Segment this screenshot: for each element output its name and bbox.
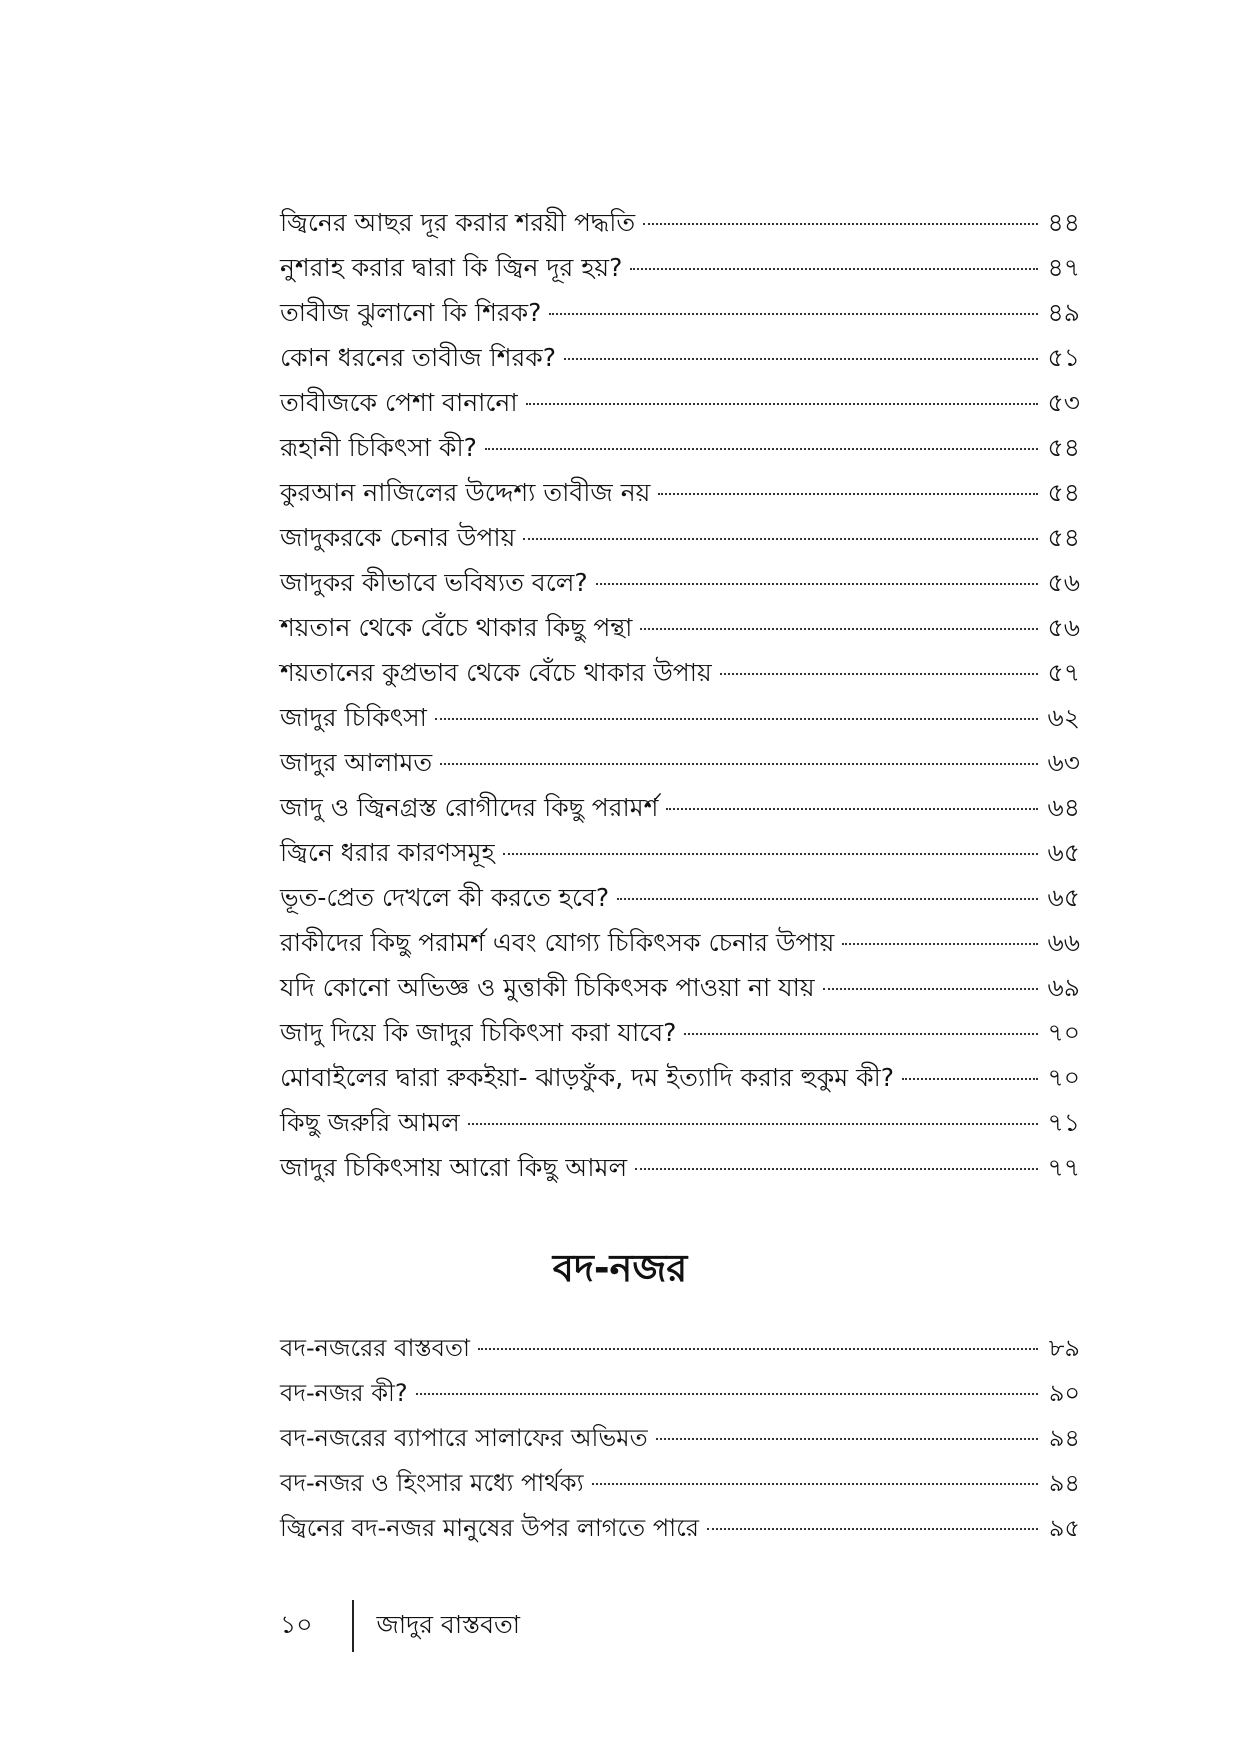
toc-entry-page: ৭১ [1047,1108,1080,1137]
toc-leader-dots [440,763,1038,765]
toc-entry[interactable] [280,740,1080,785]
toc-entry[interactable] [280,1371,1080,1416]
toc-entry-page: ৬৪ [1047,793,1080,822]
toc-leader-dots [823,988,1038,990]
toc-entry-page: ৫৩ [1047,388,1080,417]
toc-entry-title: বদ-নজর ও হিংসার মধ্যে পার্থক্য [280,1469,584,1497]
toc-leader-dots [485,448,1038,450]
toc-entry-page: ৯৪ [1048,1469,1080,1497]
toc-entry-title: জাদুর চিকিৎসায় আরো কিছু আমল [280,1153,628,1182]
toc-entry-page: ৯৫ [1048,1514,1080,1542]
footer-divider [352,1600,354,1652]
section-heading: বদ-নজর [552,1246,688,1290]
toc-entry-title: জাদুকরকে চেনার উপায় [280,523,516,552]
toc-entry[interactable] [280,560,1080,605]
toc-entry-title: তাবীজকে পেশা বানানো [280,388,518,417]
toc-entry-page: ৪৭ [1047,253,1080,282]
toc-entry[interactable] [280,1100,1080,1145]
toc-entry[interactable] [280,245,1080,290]
toc-entry[interactable] [280,695,1080,740]
toc-leader-dots [435,718,1038,720]
toc-entry[interactable] [280,425,1080,470]
toc-entry[interactable] [280,830,1080,875]
toc-entry-page: ৪৯ [1047,298,1080,327]
toc-entry-page: ৫৬ [1047,568,1080,597]
toc-entry[interactable] [280,470,1080,515]
toc-entry[interactable] [280,380,1080,425]
toc-leader-dots [503,853,1038,855]
toc-entry-title: ভূত-প্রেত দেখলে কী করতে হবে? [280,883,610,912]
toc-entry-page: ৬৯ [1047,973,1080,1002]
toc-entry[interactable] [280,335,1080,380]
toc-entry-title: জ্বিনে ধরার কারণসমূহ [280,838,495,867]
toc-entry[interactable] [280,1461,1080,1506]
footer-page-number: ১০ [280,1609,313,1639]
toc-entry-title: কোন ধরনের তাবীজ শিরক? [280,343,557,372]
toc-entry-title: বদ-নজর কী? [280,1379,408,1407]
toc-entry[interactable] [280,290,1080,335]
toc-entry-title: জ্বিনের বদ-নজর মানুষের উপর লাগতে পারে [280,1514,699,1542]
toc-entry-page: ৬২ [1047,703,1080,732]
toc-leader-dots [617,898,1038,900]
toc-leader-dots [526,403,1038,405]
toc-entry[interactable] [280,605,1080,650]
toc-leader-dots [468,1123,1038,1125]
toc-entry-title: রূহানী চিকিৎসা কী? [280,433,477,462]
footer-book-title: জাদুর বাস্তবতা [376,1609,520,1639]
toc-entry-title: নুশরাহ করার দ্বারা কি জ্বিন দূর হয়? [280,253,623,282]
toc-entry[interactable] [280,1010,1080,1055]
toc-entry-page: ৭৭ [1047,1153,1080,1182]
toc-entry[interactable] [280,1145,1080,1190]
toc-leader-dots [523,538,1038,540]
toc-section-2 [280,1326,1080,1551]
toc-entry-page: ৫৪ [1047,523,1080,552]
toc-leader-dots [630,268,1038,270]
toc-entry[interactable] [280,875,1080,920]
toc-entry-title: তাবীজ ঝুলানো কি শিরক? [280,298,542,327]
toc-entry[interactable] [280,965,1080,1010]
toc-entry-title: মোবাইলের দ্বারা রুকইয়া- ঝাড়ফুঁক, দম ইত্যাদি করার হুকুম কী? [280,1063,895,1092]
toc-entry[interactable] [280,785,1080,830]
toc-entry-page: ৯৪ [1048,1424,1080,1452]
toc-leader-dots [478,1348,1038,1350]
toc-leader-dots [635,1168,1038,1170]
toc-leader-dots [564,358,1038,360]
toc-section-1 [280,200,1080,1190]
toc-leader-dots [656,1438,1038,1440]
toc-entry[interactable] [280,650,1080,695]
toc-leader-dots [592,1483,1038,1485]
toc-entry-title: বদ-নজরের ব্যাপারে সালাফের অভিমত [280,1424,648,1452]
toc-entry[interactable] [280,920,1080,965]
toc-entry-page: ৬৫ [1047,883,1080,912]
toc-leader-dots [416,1393,1038,1395]
toc-entry-page: ৫৭ [1047,658,1080,687]
toc-leader-dots [640,628,1038,630]
toc-entry-title: যদি কোনো অভিজ্ঞ ও মুত্তাকী চিকিৎসক পাওয়া না যায় [280,973,815,1002]
toc-entry-page: ৯০ [1048,1379,1080,1407]
toc-leader-dots [707,1528,1038,1530]
toc-entry-title: জাদু দিয়ে কি জাদুর চিকিৎসা করা যাবে? [280,1018,677,1047]
toc-entry-page: ৫৪ [1047,478,1080,507]
toc-entry-title: জ্বিনের আছর দূর করার শরয়ী পদ্ধতি [280,208,636,237]
toc-entry-page: ৬৬ [1047,928,1080,957]
toc-entry-page: ৭০ [1047,1018,1080,1047]
toc-leader-dots [549,313,1038,315]
toc-entry-title: জাদুর চিকিৎসা [280,703,427,732]
toc-entry-page: ৭০ [1047,1063,1080,1092]
toc-leader-dots [684,1033,1038,1035]
toc-entry-page: ৬৩ [1047,748,1080,777]
toc-entry[interactable] [280,200,1080,245]
toc-entry-page: ৫৬ [1047,613,1080,642]
toc-entry[interactable] [280,1506,1080,1551]
toc-entry[interactable] [280,1326,1080,1371]
toc-entry-title: বদ-নজরের বাস্তবতা [280,1334,471,1362]
toc-entry-title: রাকীদের কিছু পরামর্শ এবং যোগ্য চিকিৎসক চেনার উপায় [280,928,835,957]
toc-leader-dots [658,493,1038,495]
toc-entry-title: কিছু জরুরি আমল [280,1108,460,1137]
toc-entry-page: ৬৫ [1047,838,1080,867]
toc-leader-dots [643,223,1038,225]
toc-entry-title: কুরআন নাজিলের উদ্দেশ্য তাবীজ নয় [280,478,651,507]
toc-leader-dots [902,1078,1038,1080]
toc-entry[interactable] [280,515,1080,560]
page-footer [280,1600,520,1652]
toc-entry-page: ৪৪ [1047,208,1080,237]
toc-entry-title: শয়তান থেকে বেঁচে থাকার কিছু পন্থা [280,613,633,642]
toc-entry[interactable] [280,1055,1080,1100]
toc-entry-title: জাদুকর কীভাবে ভবিষ্যত বলে? [280,568,588,597]
toc-entry-title: জাদুর আলামত [280,748,433,777]
toc-entry[interactable] [280,1416,1080,1461]
toc-entry-title: জাদু ও জ্বিনগ্রস্ত রোগীদের কিছু পরামর্শ [280,793,659,822]
toc-entry-title: শয়তানের কুপ্রভাব থেকে বেঁচে থাকার উপায় [280,658,712,687]
toc-leader-dots [842,943,1038,945]
toc-leader-dots [720,673,1038,675]
toc-entry-page: ৫৪ [1047,433,1080,462]
toc-leader-dots [666,808,1038,810]
toc-entry-page: ৮৯ [1048,1334,1080,1362]
toc-entry-page: ৫১ [1047,343,1080,372]
toc-leader-dots [596,583,1038,585]
